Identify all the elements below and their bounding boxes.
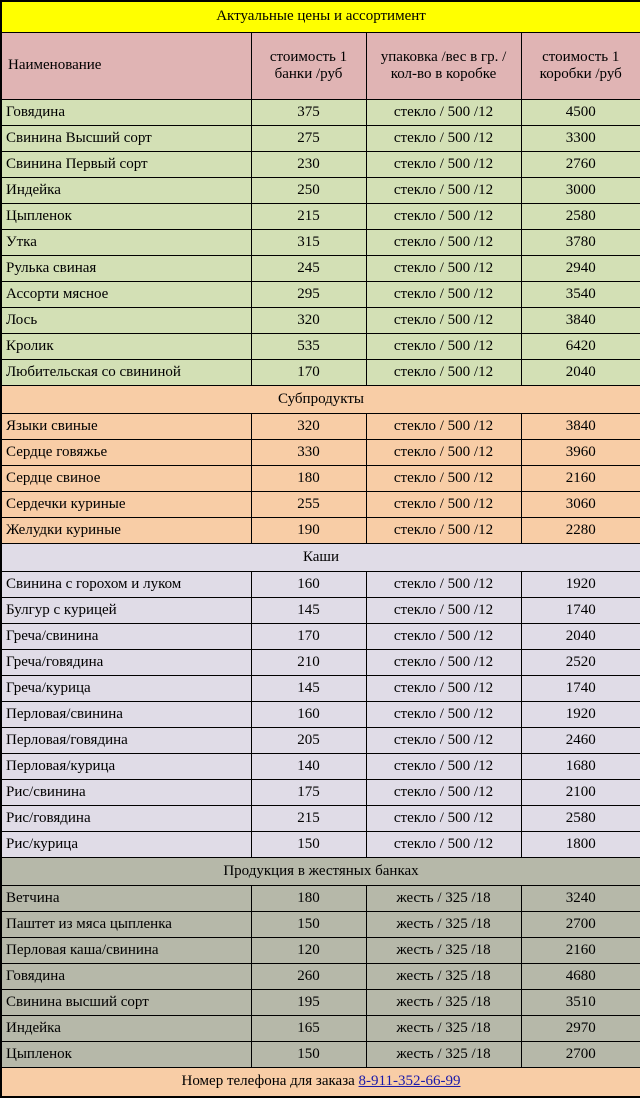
box-price-line-1: стоимость 1 bbox=[542, 48, 620, 65]
column-header-row bbox=[1, 33, 640, 100]
table-row bbox=[1, 676, 640, 702]
cell-packaging: стекло / 500 /12 bbox=[366, 230, 521, 256]
cell-product-name: Цыпленок bbox=[1, 1042, 251, 1068]
cell-box-price: 2700 bbox=[521, 1042, 640, 1068]
column-header-jar-price bbox=[251, 33, 366, 100]
page-title: Актуальные цены и ассортимент bbox=[1, 1, 640, 33]
order-phone-label: Номер телефона для заказа bbox=[181, 1073, 355, 1090]
cell-product-name: Перловая/курица bbox=[1, 754, 251, 780]
cell-product-name: Кролик bbox=[1, 334, 251, 360]
table-row bbox=[1, 204, 640, 230]
table-row bbox=[1, 702, 640, 728]
cell-packaging: жесть / 325 /18 bbox=[366, 1042, 521, 1068]
table-row bbox=[1, 886, 640, 912]
cell-box-price: 3300 bbox=[521, 126, 640, 152]
table-row bbox=[1, 754, 640, 780]
cell-product-name: Сердце свиное bbox=[1, 466, 251, 492]
cell-jar-price: 160 bbox=[251, 572, 366, 598]
table-row bbox=[1, 334, 640, 360]
cell-packaging: жесть / 325 /18 bbox=[366, 912, 521, 938]
cell-box-price: 3000 bbox=[521, 178, 640, 204]
column-header-packaging bbox=[366, 33, 521, 100]
cell-jar-price: 375 bbox=[251, 100, 366, 126]
cell-product-name: Рис/курица bbox=[1, 832, 251, 858]
section-band-offal bbox=[1, 386, 640, 414]
table-row bbox=[1, 1042, 640, 1068]
cell-box-price: 2040 bbox=[521, 360, 640, 386]
cell-jar-price: 320 bbox=[251, 308, 366, 334]
cell-packaging: жесть / 325 /18 bbox=[366, 886, 521, 912]
cell-packaging: стекло / 500 /12 bbox=[366, 100, 521, 126]
cell-packaging: стекло / 500 /12 bbox=[366, 598, 521, 624]
footer-row bbox=[1, 1068, 640, 1098]
cell-product-name: Ветчина bbox=[1, 886, 251, 912]
cell-box-price: 3510 bbox=[521, 990, 640, 1016]
table-row bbox=[1, 938, 640, 964]
table-row bbox=[1, 256, 640, 282]
jar-price-line-1: стоимость 1 bbox=[269, 48, 348, 65]
cell-product-name: Языки свиные bbox=[1, 414, 251, 440]
table-row bbox=[1, 230, 640, 256]
cell-box-price: 2460 bbox=[521, 728, 640, 754]
cell-jar-price: 145 bbox=[251, 676, 366, 702]
cell-packaging: стекло / 500 /12 bbox=[366, 360, 521, 386]
cell-box-price: 2700 bbox=[521, 912, 640, 938]
table-row bbox=[1, 780, 640, 806]
table-row bbox=[1, 100, 640, 126]
cell-packaging: стекло / 500 /12 bbox=[366, 492, 521, 518]
cell-box-price: 3780 bbox=[521, 230, 640, 256]
cell-jar-price: 180 bbox=[251, 886, 366, 912]
cell-box-price: 2160 bbox=[521, 466, 640, 492]
cell-box-price: 1680 bbox=[521, 754, 640, 780]
cell-jar-price: 170 bbox=[251, 360, 366, 386]
packaging-line-2: кол-во в коробке bbox=[390, 66, 497, 82]
cell-jar-price: 165 bbox=[251, 1016, 366, 1042]
cell-packaging: стекло / 500 /12 bbox=[366, 702, 521, 728]
cell-jar-price: 275 bbox=[251, 126, 366, 152]
cell-packaging: стекло / 500 /12 bbox=[366, 728, 521, 754]
cell-product-name: Любительская со свининой bbox=[1, 360, 251, 386]
cell-box-price: 2520 bbox=[521, 650, 640, 676]
table-row bbox=[1, 624, 640, 650]
cell-packaging: стекло / 500 /12 bbox=[366, 780, 521, 806]
cell-jar-price: 230 bbox=[251, 152, 366, 178]
cell-box-price: 3240 bbox=[521, 886, 640, 912]
cell-product-name: Цыпленок bbox=[1, 204, 251, 230]
cell-product-name: Сердечки куриные bbox=[1, 492, 251, 518]
cell-packaging: стекло / 500 /12 bbox=[366, 152, 521, 178]
cell-jar-price: 320 bbox=[251, 414, 366, 440]
cell-box-price: 2940 bbox=[521, 256, 640, 282]
cell-product-name: Греча/говядина bbox=[1, 650, 251, 676]
cell-jar-price: 145 bbox=[251, 598, 366, 624]
cell-packaging: стекло / 500 /12 bbox=[366, 466, 521, 492]
table-row bbox=[1, 126, 640, 152]
packaging-line-1: упаковка /вес в гр. / bbox=[380, 48, 507, 65]
box-price-line-2: коробки /руб bbox=[539, 66, 622, 82]
table-row bbox=[1, 414, 640, 440]
cell-packaging: жесть / 325 /18 bbox=[366, 990, 521, 1016]
cell-box-price: 2580 bbox=[521, 806, 640, 832]
cell-packaging: стекло / 500 /12 bbox=[366, 832, 521, 858]
cell-product-name: Индейка bbox=[1, 178, 251, 204]
cell-box-price: 3840 bbox=[521, 414, 640, 440]
cell-box-price: 2160 bbox=[521, 938, 640, 964]
cell-box-price: 2760 bbox=[521, 152, 640, 178]
section-title: Субпродукты bbox=[1, 386, 640, 414]
cell-jar-price: 190 bbox=[251, 518, 366, 544]
cell-box-price: 4500 bbox=[521, 100, 640, 126]
cell-jar-price: 150 bbox=[251, 832, 366, 858]
table-row bbox=[1, 308, 640, 334]
cell-jar-price: 295 bbox=[251, 282, 366, 308]
cell-packaging: стекло / 500 /12 bbox=[366, 282, 521, 308]
cell-box-price: 1920 bbox=[521, 702, 640, 728]
cell-box-price: 2580 bbox=[521, 204, 640, 230]
cell-packaging: стекло / 500 /12 bbox=[366, 624, 521, 650]
table-row bbox=[1, 1016, 640, 1042]
table-row bbox=[1, 440, 640, 466]
cell-packaging: жесть / 325 /18 bbox=[366, 964, 521, 990]
cell-jar-price: 215 bbox=[251, 204, 366, 230]
cell-packaging: стекло / 500 /12 bbox=[366, 572, 521, 598]
cell-jar-price: 150 bbox=[251, 1042, 366, 1068]
table-row bbox=[1, 990, 640, 1016]
column-header-box-price bbox=[521, 33, 640, 100]
cell-box-price: 2970 bbox=[521, 1016, 640, 1042]
cell-product-name: Утка bbox=[1, 230, 251, 256]
cell-product-name: Свинина высший сорт bbox=[1, 990, 251, 1016]
cell-product-name: Паштет из мяса цыпленка bbox=[1, 912, 251, 938]
cell-jar-price: 255 bbox=[251, 492, 366, 518]
cell-product-name: Перловая каша/свинина bbox=[1, 938, 251, 964]
cell-product-name: Ассорти мясное bbox=[1, 282, 251, 308]
cell-box-price: 4680 bbox=[521, 964, 640, 990]
cell-jar-price: 170 bbox=[251, 624, 366, 650]
cell-jar-price: 175 bbox=[251, 780, 366, 806]
cell-packaging: стекло / 500 /12 bbox=[366, 126, 521, 152]
cell-packaging: стекло / 500 /12 bbox=[366, 178, 521, 204]
cell-product-name: Индейка bbox=[1, 1016, 251, 1042]
cell-product-name: Говядина bbox=[1, 964, 251, 990]
cell-jar-price: 245 bbox=[251, 256, 366, 282]
cell-product-name: Греча/курица bbox=[1, 676, 251, 702]
table-row bbox=[1, 832, 640, 858]
order-phone-link[interactable]: 8-911-352-66-99 bbox=[358, 1073, 461, 1090]
cell-product-name: Булгур с курицей bbox=[1, 598, 251, 624]
cell-product-name: Рис/говядина bbox=[1, 806, 251, 832]
cell-product-name: Свинина Высший сорт bbox=[1, 126, 251, 152]
section-band-kasha bbox=[1, 544, 640, 572]
jar-price-line-2: банки /руб bbox=[274, 66, 343, 82]
cell-jar-price: 260 bbox=[251, 964, 366, 990]
cell-box-price: 6420 bbox=[521, 334, 640, 360]
table-row bbox=[1, 806, 640, 832]
cell-packaging: стекло / 500 /12 bbox=[366, 440, 521, 466]
table-row bbox=[1, 152, 640, 178]
table-row bbox=[1, 598, 640, 624]
cell-box-price: 3060 bbox=[521, 492, 640, 518]
cell-jar-price: 195 bbox=[251, 990, 366, 1016]
cell-product-name: Перловая/говядина bbox=[1, 728, 251, 754]
cell-jar-price: 150 bbox=[251, 912, 366, 938]
section-title: Каши bbox=[1, 544, 640, 572]
cell-product-name: Греча/свинина bbox=[1, 624, 251, 650]
cell-box-price: 3960 bbox=[521, 440, 640, 466]
table-row bbox=[1, 282, 640, 308]
cell-jar-price: 140 bbox=[251, 754, 366, 780]
cell-jar-price: 535 bbox=[251, 334, 366, 360]
table-row bbox=[1, 178, 640, 204]
cell-jar-price: 330 bbox=[251, 440, 366, 466]
cell-box-price: 1740 bbox=[521, 676, 640, 702]
title-row bbox=[1, 1, 640, 33]
cell-packaging: стекло / 500 /12 bbox=[366, 308, 521, 334]
cell-packaging: стекло / 500 /12 bbox=[366, 676, 521, 702]
cell-product-name: Рис/свинина bbox=[1, 780, 251, 806]
cell-packaging: стекло / 500 /12 bbox=[366, 754, 521, 780]
cell-jar-price: 215 bbox=[251, 806, 366, 832]
cell-packaging: стекло / 500 /12 bbox=[366, 806, 521, 832]
table-row bbox=[1, 492, 640, 518]
column-header-name: Наименование bbox=[1, 33, 251, 100]
table-row bbox=[1, 360, 640, 386]
cell-product-name: Свинина Первый сорт bbox=[1, 152, 251, 178]
cell-packaging: стекло / 500 /12 bbox=[366, 334, 521, 360]
cell-packaging: стекло / 500 /12 bbox=[366, 204, 521, 230]
cell-box-price: 1800 bbox=[521, 832, 640, 858]
table-row bbox=[1, 728, 640, 754]
table-row bbox=[1, 912, 640, 938]
cell-box-price: 3840 bbox=[521, 308, 640, 334]
cell-packaging: стекло / 500 /12 bbox=[366, 414, 521, 440]
section-title: Продукция в жестяных банках bbox=[1, 858, 640, 886]
table-row bbox=[1, 572, 640, 598]
cell-product-name: Говядина bbox=[1, 100, 251, 126]
cell-jar-price: 250 bbox=[251, 178, 366, 204]
section-band-tin bbox=[1, 858, 640, 886]
cell-product-name: Рулька свиная bbox=[1, 256, 251, 282]
cell-packaging: стекло / 500 /12 bbox=[366, 650, 521, 676]
cell-product-name: Лось bbox=[1, 308, 251, 334]
cell-box-price: 1920 bbox=[521, 572, 640, 598]
cell-box-price: 2280 bbox=[521, 518, 640, 544]
cell-box-price: 2100 bbox=[521, 780, 640, 806]
cell-jar-price: 160 bbox=[251, 702, 366, 728]
cell-product-name: Сердце говяжье bbox=[1, 440, 251, 466]
price-list-body bbox=[1, 1, 640, 1097]
cell-product-name: Перловая/свинина bbox=[1, 702, 251, 728]
cell-product-name: Желудки куриные bbox=[1, 518, 251, 544]
order-phone-footer bbox=[1, 1068, 640, 1098]
table-row bbox=[1, 964, 640, 990]
cell-packaging: жесть / 325 /18 bbox=[366, 1016, 521, 1042]
cell-jar-price: 180 bbox=[251, 466, 366, 492]
cell-packaging: жесть / 325 /18 bbox=[366, 938, 521, 964]
cell-jar-price: 120 bbox=[251, 938, 366, 964]
cell-jar-price: 315 bbox=[251, 230, 366, 256]
table-row bbox=[1, 518, 640, 544]
cell-product-name: Свинина с горохом и луком bbox=[1, 572, 251, 598]
cell-jar-price: 210 bbox=[251, 650, 366, 676]
table-row bbox=[1, 650, 640, 676]
cell-jar-price: 205 bbox=[251, 728, 366, 754]
cell-box-price: 1740 bbox=[521, 598, 640, 624]
cell-box-price: 3540 bbox=[521, 282, 640, 308]
cell-packaging: стекло / 500 /12 bbox=[366, 518, 521, 544]
cell-box-price: 2040 bbox=[521, 624, 640, 650]
table-row bbox=[1, 466, 640, 492]
cell-packaging: стекло / 500 /12 bbox=[366, 256, 521, 282]
